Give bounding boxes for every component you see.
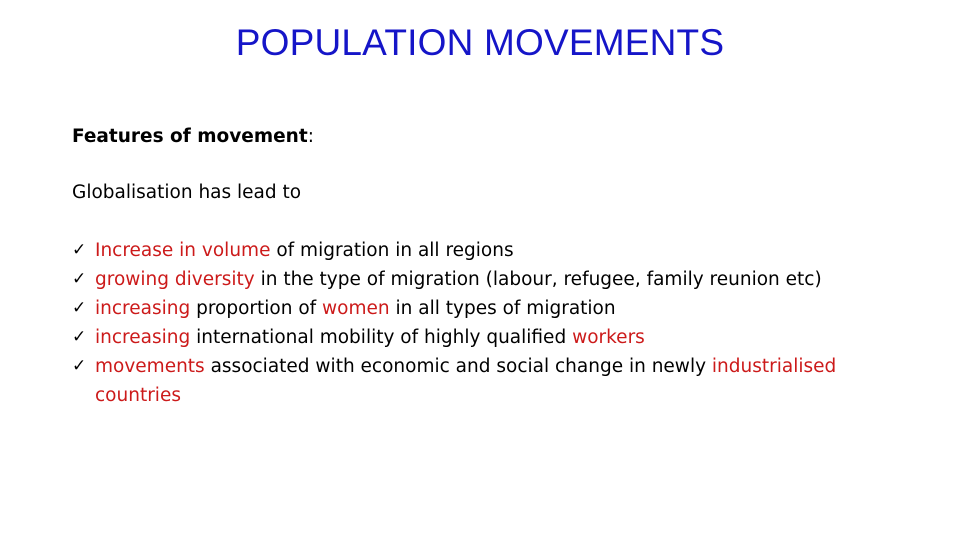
list-item-text: in all types of migration <box>389 298 616 319</box>
highlighted-text: increasing <box>95 298 191 319</box>
list-item <box>72 265 836 294</box>
checkmark-icon: ✓ <box>72 298 87 318</box>
slide-title: POPULATION MOVEMENTS <box>235 22 725 63</box>
section-heading-colon: : <box>307 126 314 147</box>
list-item-text: of migration in all regions <box>270 240 514 261</box>
list-item-text: in the type of migration (labour, refugee, family reunion etc) <box>254 269 822 290</box>
list-item <box>72 294 836 323</box>
list-item <box>72 323 836 352</box>
highlighted-text: Increase in volume <box>95 240 271 261</box>
checkmark-icon: ✓ <box>72 269 87 289</box>
highlighted-text: increasing <box>95 327 191 348</box>
highlighted-text: growing diversity <box>95 269 255 290</box>
highlighted-text: movements <box>95 356 205 377</box>
highlighted-text: women <box>322 298 390 319</box>
list-item <box>72 352 836 410</box>
list-item <box>72 236 836 265</box>
checkmark-icon: ✓ <box>72 327 87 347</box>
highlighted-text: industrialised <box>711 356 837 377</box>
checkmark-icon: ✓ <box>72 356 87 376</box>
highlighted-text: workers <box>572 327 645 348</box>
list-item-text: associated with economic and social change in newly <box>204 356 712 377</box>
bullet-list <box>72 236 836 410</box>
list-item-text: proportion of <box>190 298 323 319</box>
list-item-text: international mobility of highly qualified <box>190 327 573 348</box>
checkmark-icon: ✓ <box>72 240 87 260</box>
section-heading <box>72 126 314 147</box>
intro-text: Globalisation has lead to <box>72 182 302 203</box>
section-heading-label: Features of movement <box>72 126 308 147</box>
highlighted-text: countries <box>95 385 181 406</box>
